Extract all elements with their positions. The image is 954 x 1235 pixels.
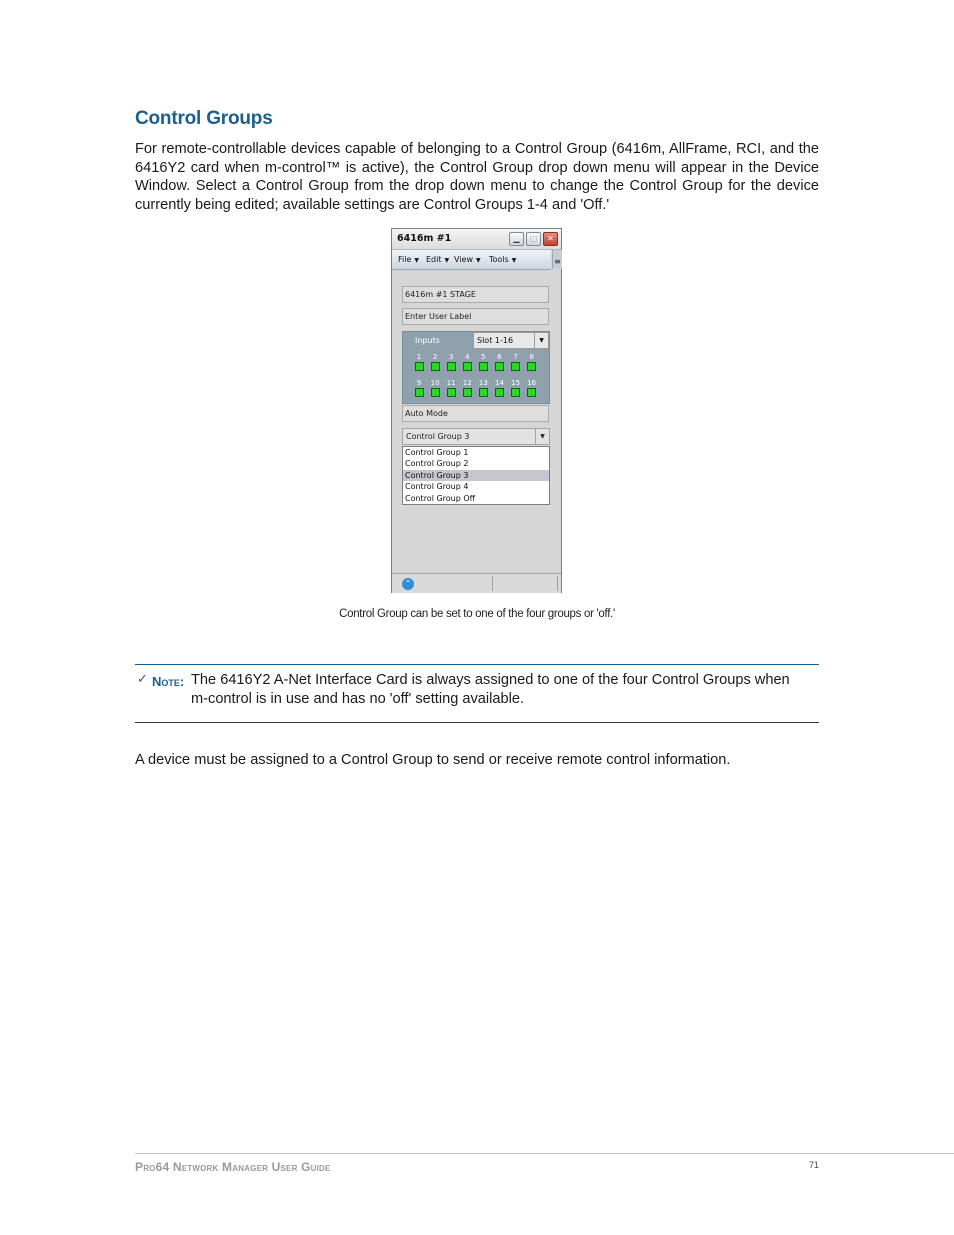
input-led-16[interactable] — [527, 388, 536, 397]
chevron-down-icon: ▼ — [511, 257, 517, 264]
chevron-down-icon: ▼ — [444, 257, 450, 264]
slot-select[interactable] — [473, 332, 549, 349]
input-led-6[interactable] — [495, 362, 504, 371]
input-number: 10 — [430, 379, 440, 387]
input-number: 13 — [478, 379, 488, 387]
status-divider — [492, 576, 493, 591]
input-number: 8 — [529, 353, 534, 361]
menu-file-label: File — [398, 255, 412, 264]
input-led-11[interactable] — [447, 388, 456, 397]
note-top-rule — [135, 664, 819, 665]
toolbar-overflow-icon[interactable]: ≡ — [552, 250, 562, 269]
closing-paragraph: A device must be assigned to a Control Group to send or receive remote control information. — [135, 752, 731, 768]
chevron-down-icon: ▼ — [534, 333, 548, 348]
inputs-panel — [402, 331, 550, 404]
menu-view-label: View — [454, 255, 473, 264]
input-number: 3 — [448, 353, 454, 361]
menu-view[interactable] — [454, 255, 481, 264]
control-group-option[interactable]: Control Group Off — [405, 493, 476, 503]
input-number: 9 — [416, 379, 422, 387]
intro-paragraph: For remote-controllable devices capable of belonging to a Control Group (6416m, AllFrame, RCI, and the 6416Y2 card when m-control™ is active), the Control Group drop down menu will appear in the Device Window. Select a Control Group from the drop down menu to change the Control Group for the device currently being edited; available settings are Control Groups 1-4 and 'Off.' — [135, 141, 819, 213]
input-led-7[interactable] — [511, 362, 520, 371]
input-number: 1 — [416, 353, 422, 361]
note-bottom-rule — [135, 722, 819, 723]
menu-bar — [392, 250, 551, 270]
chevron-down-icon: ▼ — [535, 429, 549, 444]
control-group-option[interactable]: Control Group 4 — [405, 482, 469, 492]
input-number: 4 — [465, 353, 470, 361]
input-led-4[interactable] — [463, 362, 472, 371]
input-led-8[interactable] — [527, 362, 536, 371]
control-group-select[interactable] — [402, 428, 550, 445]
device-window — [391, 228, 562, 593]
note-text: The 6416Y2 A-Net Interface Card is always assigned to one of the four Control Groups when m-control is in use and has no 'off' setting available. — [191, 672, 790, 707]
control-group-option-selected[interactable]: Control Group 3 — [403, 470, 549, 481]
input-number: 2 — [432, 353, 438, 361]
check-icon: ✓ — [137, 672, 148, 687]
device-panel — [392, 270, 561, 570]
note-label: Note: — [152, 674, 185, 689]
input-led-12[interactable] — [463, 388, 472, 397]
menu-tools-label: Tools — [489, 255, 509, 264]
maximize-button[interactable]: □ — [526, 232, 541, 246]
input-number: 12 — [462, 379, 472, 387]
input-led-5[interactable] — [479, 362, 488, 371]
section-heading: Control Groups — [135, 108, 273, 129]
input-led-9[interactable] — [415, 388, 424, 397]
input-number: 7 — [513, 353, 518, 361]
close-button[interactable]: ✕ — [543, 232, 558, 246]
device-name-field[interactable]: 6416m #1 STAGE — [402, 286, 549, 303]
input-led-14[interactable] — [495, 388, 504, 397]
control-group-option[interactable]: Control Group 1 — [405, 448, 469, 457]
up-arrow-icon[interactable]: ⌃ — [402, 578, 414, 590]
chevron-down-icon: ▼ — [475, 257, 481, 264]
input-number: 15 — [511, 379, 521, 387]
menu-tools[interactable] — [489, 255, 516, 264]
inputs-tab[interactable]: Inputs — [415, 336, 440, 345]
status-bar — [392, 573, 561, 593]
control-group-list — [402, 446, 550, 505]
input-led-3[interactable] — [447, 362, 456, 371]
input-number: 16 — [527, 379, 537, 387]
input-led-2[interactable] — [431, 362, 440, 371]
control-group-select-value: Control Group 3 — [406, 432, 470, 441]
figure-caption: Control Group can be set to one of the four groups or 'off.' — [339, 608, 615, 620]
minimize-button[interactable]: ▁ — [509, 232, 524, 246]
input-led-1[interactable] — [415, 362, 424, 371]
input-led-10[interactable] — [431, 388, 440, 397]
slot-select-value: Slot 1-16 — [477, 336, 514, 345]
page-number: 71 — [809, 1160, 820, 1170]
chevron-down-icon: ▼ — [414, 257, 420, 264]
menu-file[interactable] — [398, 255, 419, 264]
footer-title: Pro64 Network Manager User Guide — [135, 1160, 331, 1174]
menu-edit-label: Edit — [426, 255, 442, 264]
control-group-option[interactable]: Control Group 2 — [405, 459, 469, 469]
window-title: 6416m #1 — [397, 233, 452, 244]
user-label-field[interactable]: Enter User Label — [402, 308, 549, 325]
input-led-15[interactable] — [511, 388, 520, 397]
input-number: 11 — [446, 379, 456, 387]
input-number: 6 — [497, 353, 502, 361]
input-led-13[interactable] — [479, 388, 488, 397]
input-number: 14 — [495, 379, 504, 387]
status-divider — [557, 576, 558, 591]
footer-rule — [135, 1153, 954, 1154]
menu-edit[interactable] — [426, 255, 449, 264]
input-number: 5 — [481, 353, 486, 361]
window-titlebar[interactable] — [392, 229, 561, 250]
auto-mode-field[interactable]: Auto Mode — [402, 405, 549, 422]
